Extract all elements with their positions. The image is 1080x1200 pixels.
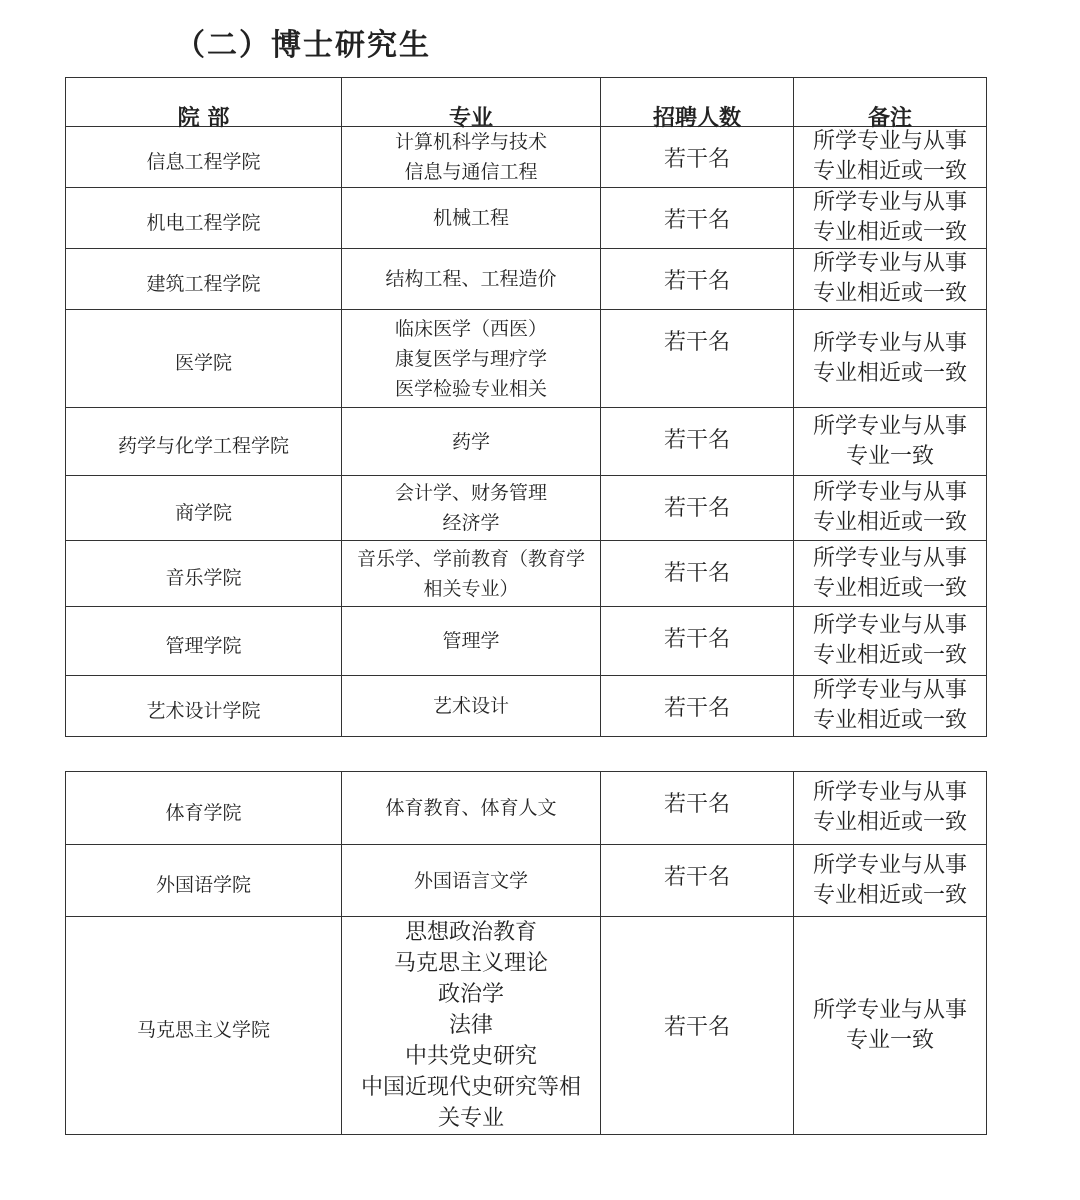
cell-count: 若干名 [601,249,794,310]
remark-line: 所学专业与从事 [812,480,967,505]
major-line: 音乐学、学前教育（教育学 [356,547,585,570]
remark-line: 所学专业与从事 [812,678,967,703]
cell-remark [794,607,987,676]
table-row [66,408,987,476]
remark-line: 所学专业与从事 [812,613,967,638]
major-line: 中国近现代史研究等相 [360,1075,581,1100]
remark-line: 专业相近或一致 [812,220,967,245]
remark-line: 专业相近或一致 [812,708,967,733]
table-header-row [66,78,987,127]
cell-department: 管理学院 [66,607,342,676]
cell-remark [794,917,987,1135]
cell-department: 体育学院 [66,772,342,845]
cell-remark [794,188,987,249]
major-line: 体育教育、体育人文 [385,797,557,819]
major-line: 信息与通信工程 [404,161,538,183]
cell-major [342,607,601,676]
cell-major [342,772,601,845]
remark-line: 专业一致 [845,443,934,469]
table-row [66,541,987,607]
cell-department: 音乐学院 [66,541,342,607]
table-row [66,845,987,917]
cell-count: 若干名 [601,917,794,1135]
remark-line: 专业相近或一致 [812,360,967,386]
major-line: 药学 [451,430,490,453]
cell-remark [794,408,987,476]
table-row [66,476,987,541]
cell-department: 商学院 [66,476,342,541]
cell-department: 机电工程学院 [66,188,342,249]
remark-line: 专业相近或一致 [812,159,967,184]
cell-major [342,249,601,310]
major-line: 结构工程、工程造价 [385,268,557,290]
cell-count: 若干名 [601,772,794,845]
cell-count: 若干名 [601,541,794,607]
major-line: 政治学 [437,982,504,1007]
major-line: 法律 [448,1013,493,1038]
cell-count: 若干名 [601,845,794,917]
cell-major [342,676,601,737]
remark-line: 所学专业与从事 [812,251,967,276]
cell-major [342,310,601,408]
cell-major [342,917,601,1135]
cell-major [342,476,601,541]
cell-department: 艺术设计学院 [66,676,342,737]
table-row [66,772,987,845]
cell-department: 外国语学院 [66,845,342,917]
major-line: 机械工程 [432,207,509,229]
cell-count: 若干名 [601,476,794,541]
recruitment-table [65,77,987,737]
major-line: 外国语言文学 [413,869,528,892]
cell-count: 若干名 [601,188,794,249]
table-row [66,607,987,676]
cell-department: 医学院 [66,310,342,408]
table-row [66,188,987,249]
cell-count: 若干名 [601,676,794,737]
major-line: 医学检验专业相关 [394,377,547,400]
remark-line: 专业相近或一致 [812,281,967,306]
remark-line: 专业相近或一致 [812,810,967,835]
remark-line: 专业一致 [845,1027,934,1053]
section-title: （二）博士研究生 [175,28,431,63]
cell-remark [794,772,987,845]
remark-line: 所学专业与从事 [812,545,967,571]
cell-major [342,408,601,476]
cell-remark [794,249,987,310]
remark-line: 所学专业与从事 [812,129,967,154]
header-major: 专业 [342,78,601,127]
major-line: 经济学 [442,512,500,534]
cell-count: 若干名 [601,127,794,188]
major-line: 关专业 [437,1106,504,1131]
remark-line: 所学专业与从事 [812,852,967,878]
cell-remark [794,541,987,607]
cell-major [342,541,601,607]
cell-major [342,127,601,188]
cell-remark [794,127,987,188]
cell-remark [794,676,987,737]
cell-department: 建筑工程学院 [66,249,342,310]
table-row [66,310,987,408]
cell-remark [794,845,987,917]
header-remark: 备注 [794,78,987,127]
table-row [66,676,987,737]
cell-major [342,188,601,249]
major-line: 艺术设计 [432,695,509,717]
recruitment-table-continued [65,771,987,1135]
header-count: 招聘人数 [601,78,794,127]
major-line: 计算机科学与技术 [394,131,547,153]
major-line: 马克思主义理论 [393,951,548,976]
remark-line: 所学专业与从事 [812,780,967,805]
major-line: 思想政治教育 [404,920,537,945]
remark-line: 专业相近或一致 [812,575,967,601]
major-line: 相关专业） [423,577,519,600]
table-row [66,249,987,310]
cell-count: 若干名 [601,408,794,476]
cell-remark [794,476,987,541]
table-row [66,127,987,188]
remark-line: 所学专业与从事 [812,190,967,215]
cell-remark [794,310,987,408]
major-line: 中共党史研究 [404,1044,537,1069]
major-line: 临床医学（西医） [394,317,547,340]
cell-department: 马克思主义学院 [66,917,342,1135]
remark-line: 所学专业与从事 [812,330,967,356]
remark-line: 专业相近或一致 [812,510,967,535]
remark-line: 所学专业与从事 [812,413,967,439]
cell-count: 若干名 [601,607,794,676]
cell-major [342,845,601,917]
remark-line: 所学专业与从事 [812,997,967,1023]
remark-line: 专业相近或一致 [812,643,967,668]
remark-line: 专业相近或一致 [812,882,967,908]
major-line: 管理学 [442,630,500,652]
major-line: 会计学、财务管理 [394,482,547,504]
major-line: 康复医学与理疗学 [394,347,547,370]
cell-department: 药学与化学工程学院 [66,408,342,476]
header-department: 院 部 [66,78,342,127]
table-row [66,917,987,1135]
cell-department: 信息工程学院 [66,127,342,188]
cell-count: 若干名 [601,310,794,408]
